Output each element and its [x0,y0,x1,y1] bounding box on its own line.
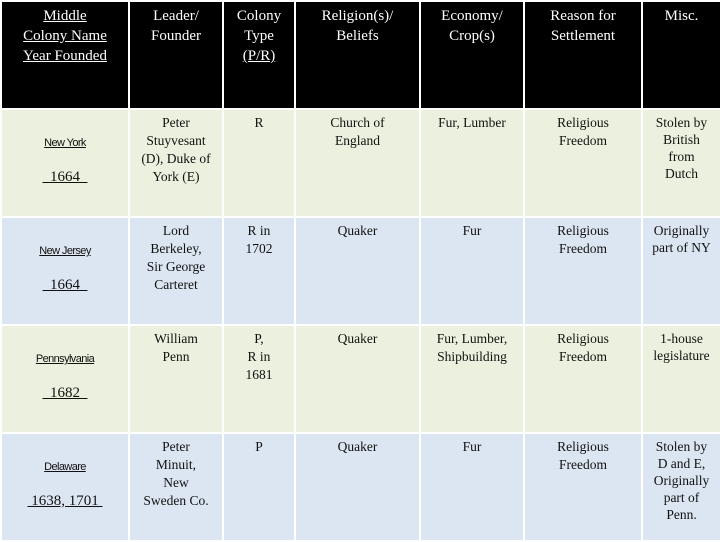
type-cell [223,325,295,433]
header-leader-line: Leader/ [153,8,199,24]
misc-line: from [668,149,695,164]
header-type-line: (P/R) [242,48,276,64]
religion-line: Quaker [337,223,378,238]
header-leader [129,1,223,109]
header-type-line: Colony [236,8,282,24]
religion-cell [295,433,420,541]
misc-cell [642,217,720,325]
type-line: R [254,115,264,130]
economy-line: Fur [462,439,482,454]
religion-line: Church of [330,115,385,130]
economy-line: Fur, Lumber [438,115,506,130]
leader-line: Berkeley, [150,241,202,256]
header-name-year-line: Year Founded [23,48,107,64]
colony-year [2,384,128,402]
type-line: 1702 [245,241,273,256]
type-cell [223,109,295,217]
colony-year [2,276,128,294]
misc-line: Penn. [666,507,697,522]
leader-cell [129,325,223,433]
reason-cell [524,109,642,217]
reason-cell [524,433,642,541]
leader-cell [129,109,223,217]
colony-year [2,168,128,186]
colony-name-cell [1,325,129,433]
colony-name: Delaware [44,461,86,473]
type-cell [223,217,295,325]
leader-cell [129,433,223,541]
religion-cell [295,325,420,433]
header-leader-line: Founder [151,28,201,44]
misc-line: British [663,132,700,147]
type-line: R in [247,223,271,238]
reason-line: Religious [557,439,609,454]
religion-cell [295,109,420,217]
header-economy-line: Economy/ [441,8,503,24]
type-line: P [255,439,263,454]
reason-line: Freedom [559,457,607,472]
misc-line: 1-house [660,331,703,346]
type-line: P, [254,331,264,346]
header-economy [420,1,524,109]
leader-line: William [154,331,198,346]
type-line: 1681 [245,367,273,382]
economy-cell [420,325,524,433]
economy-cell [420,433,524,541]
religion-line: Quaker [337,331,378,346]
leader-line: Lord [162,223,190,238]
misc-line: part of NY [652,240,711,255]
reason-cell [524,217,642,325]
colony-name-cell [1,217,129,325]
colony-year-value: 1638, 1701 [27,493,103,509]
leader-line: Peter [162,439,190,454]
colony-year-value: 1664 [42,277,88,293]
header-religion [295,1,420,109]
misc-line: legislature [653,348,710,363]
religion-line: Quaker [337,439,378,454]
header-misc-line: Misc. [664,8,699,24]
header-type [223,1,295,109]
colony-name-cell [1,109,129,217]
leader-line: Stuyvesant [146,133,206,148]
misc-line: D and E, [657,456,706,471]
economy-line: Fur [462,223,482,238]
leader-line: Sweden Co. [143,493,209,508]
leader-line: York (E) [152,169,200,184]
header-economy-line: Crop(s) [449,28,495,44]
header-reason-line: Settlement [550,28,616,44]
colony-name: New York [44,137,86,149]
table-row [1,433,720,541]
reason-line: Freedom [559,349,607,364]
type-line: R in [247,349,271,364]
reason-line: Religious [557,115,609,130]
header-religion-line: Religion(s)/ [321,8,394,24]
religion-line: England [335,133,380,148]
economy-line: Shipbuilding [437,349,507,364]
type-cell [223,433,295,541]
header-name-year-line: Middle [43,8,87,24]
leader-line: Peter [162,115,190,130]
reason-line: Religious [557,331,609,346]
colony-name: New Jersey [39,245,91,257]
header-misc [642,1,720,109]
header-religion-line: Beliefs [336,28,379,44]
misc-line: Originally [653,223,710,238]
header-name-year [1,1,129,109]
table-row [1,217,720,325]
leader-line: Carteret [154,277,198,292]
reason-line: Religious [557,223,609,238]
economy-line: Fur, Lumber, [436,331,508,346]
misc-line: Stolen by [655,439,708,454]
religion-cell [295,217,420,325]
leader-line: (D), Duke of [141,151,211,166]
leader-line: Minuit, [155,457,197,472]
colony-name-cell [1,433,129,541]
misc-line: Stolen by [655,115,708,130]
misc-line: Originally [653,473,710,488]
economy-cell [420,217,524,325]
misc-cell [642,325,720,433]
header-reason-line: Reason for [550,8,616,24]
misc-cell [642,109,720,217]
table-row [1,325,720,433]
economy-cell [420,109,524,217]
misc-line: part of [663,490,700,505]
header-type-line: Type [244,28,274,44]
header-name-year-line: Colony Name [23,28,107,44]
leader-line: Sir George [146,259,206,274]
reason-line: Freedom [559,133,607,148]
leader-line: Penn [162,349,190,364]
table-row [1,109,720,217]
header-reason [524,1,642,109]
misc-cell [642,433,720,541]
leader-cell [129,217,223,325]
header-row [1,1,720,109]
reason-line: Freedom [559,241,607,256]
reason-cell [524,325,642,433]
misc-line: Dutch [665,166,698,181]
colony-year-value: 1682 [42,385,88,401]
colony-name: Pennsylvania [35,353,95,365]
colony-year [2,492,128,510]
colony-year-value: 1664 [42,169,88,185]
leader-line: New [163,475,189,490]
